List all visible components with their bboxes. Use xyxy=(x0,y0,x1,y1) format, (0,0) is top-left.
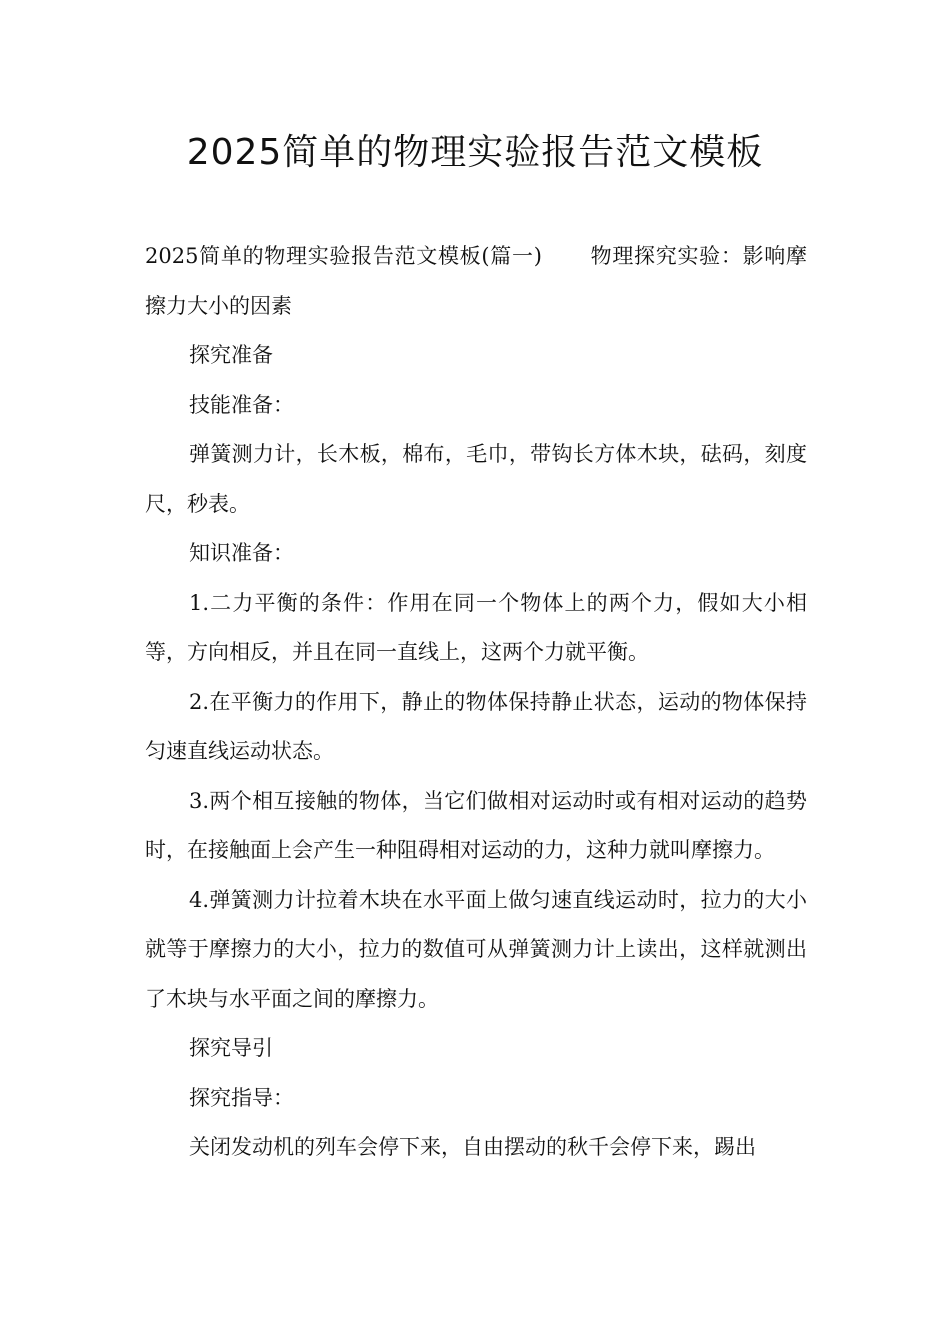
section-heading-guide: 探究导引 xyxy=(189,1036,273,1060)
intro-topic: 物理探究实验：影响摩擦力大小的因素 xyxy=(145,244,808,318)
intro-paragraph xyxy=(145,232,807,331)
subheading-skill-preparation: 技能准备： xyxy=(189,392,294,417)
section-heading-preparation: 探究准备 xyxy=(189,343,273,367)
paragraph-knowledge-4: 4.弹簧测力计拉着木块在水平面上做匀速直线运动时，拉力的大小就等于摩擦力的大小，拉力的数值可从弹簧测力计上读出，这样就测出了木块与水平面之间的摩擦力。 xyxy=(145,887,807,1011)
paragraph-knowledge-1: 1.二力平衡的条件：作用在同一个物体上的两个力，假如大小相等，方向相反，并且在同一直线上，这两个力就平衡。 xyxy=(145,590,807,664)
document-body xyxy=(145,232,807,1173)
subheading-guidance: 探究指导： xyxy=(189,1085,294,1110)
paragraph-knowledge-2: 2.在平衡力的作用下，静止的物体保持静止状态，运动的物体保持匀速直线运动状态。 xyxy=(145,689,807,763)
paragraph-guidance-text: 关闭发动机的列车会停下来，自由摆动的秋千会停下来，踢出 xyxy=(189,1135,756,1159)
subheading-knowledge-preparation: 知识准备： xyxy=(189,541,294,565)
paragraph-knowledge-3: 3.两个相互接触的物体，当它们做相对运动时或有相对运动的趋势时，在接触面上会产生一种阻碍相对运动的力，这种力就叫摩擦力。 xyxy=(145,788,807,862)
document-title: 2025简单的物理实验报告范文模板 xyxy=(186,132,764,173)
paragraph-equipment-list: 弹簧测力计，长木板，棉布，毛巾，带钩长方体木块，砝码，刻度尺，秒表。 xyxy=(145,442,807,516)
intro-heading: 2025简单的物理实验报告范文模板(篇一) xyxy=(145,244,542,268)
